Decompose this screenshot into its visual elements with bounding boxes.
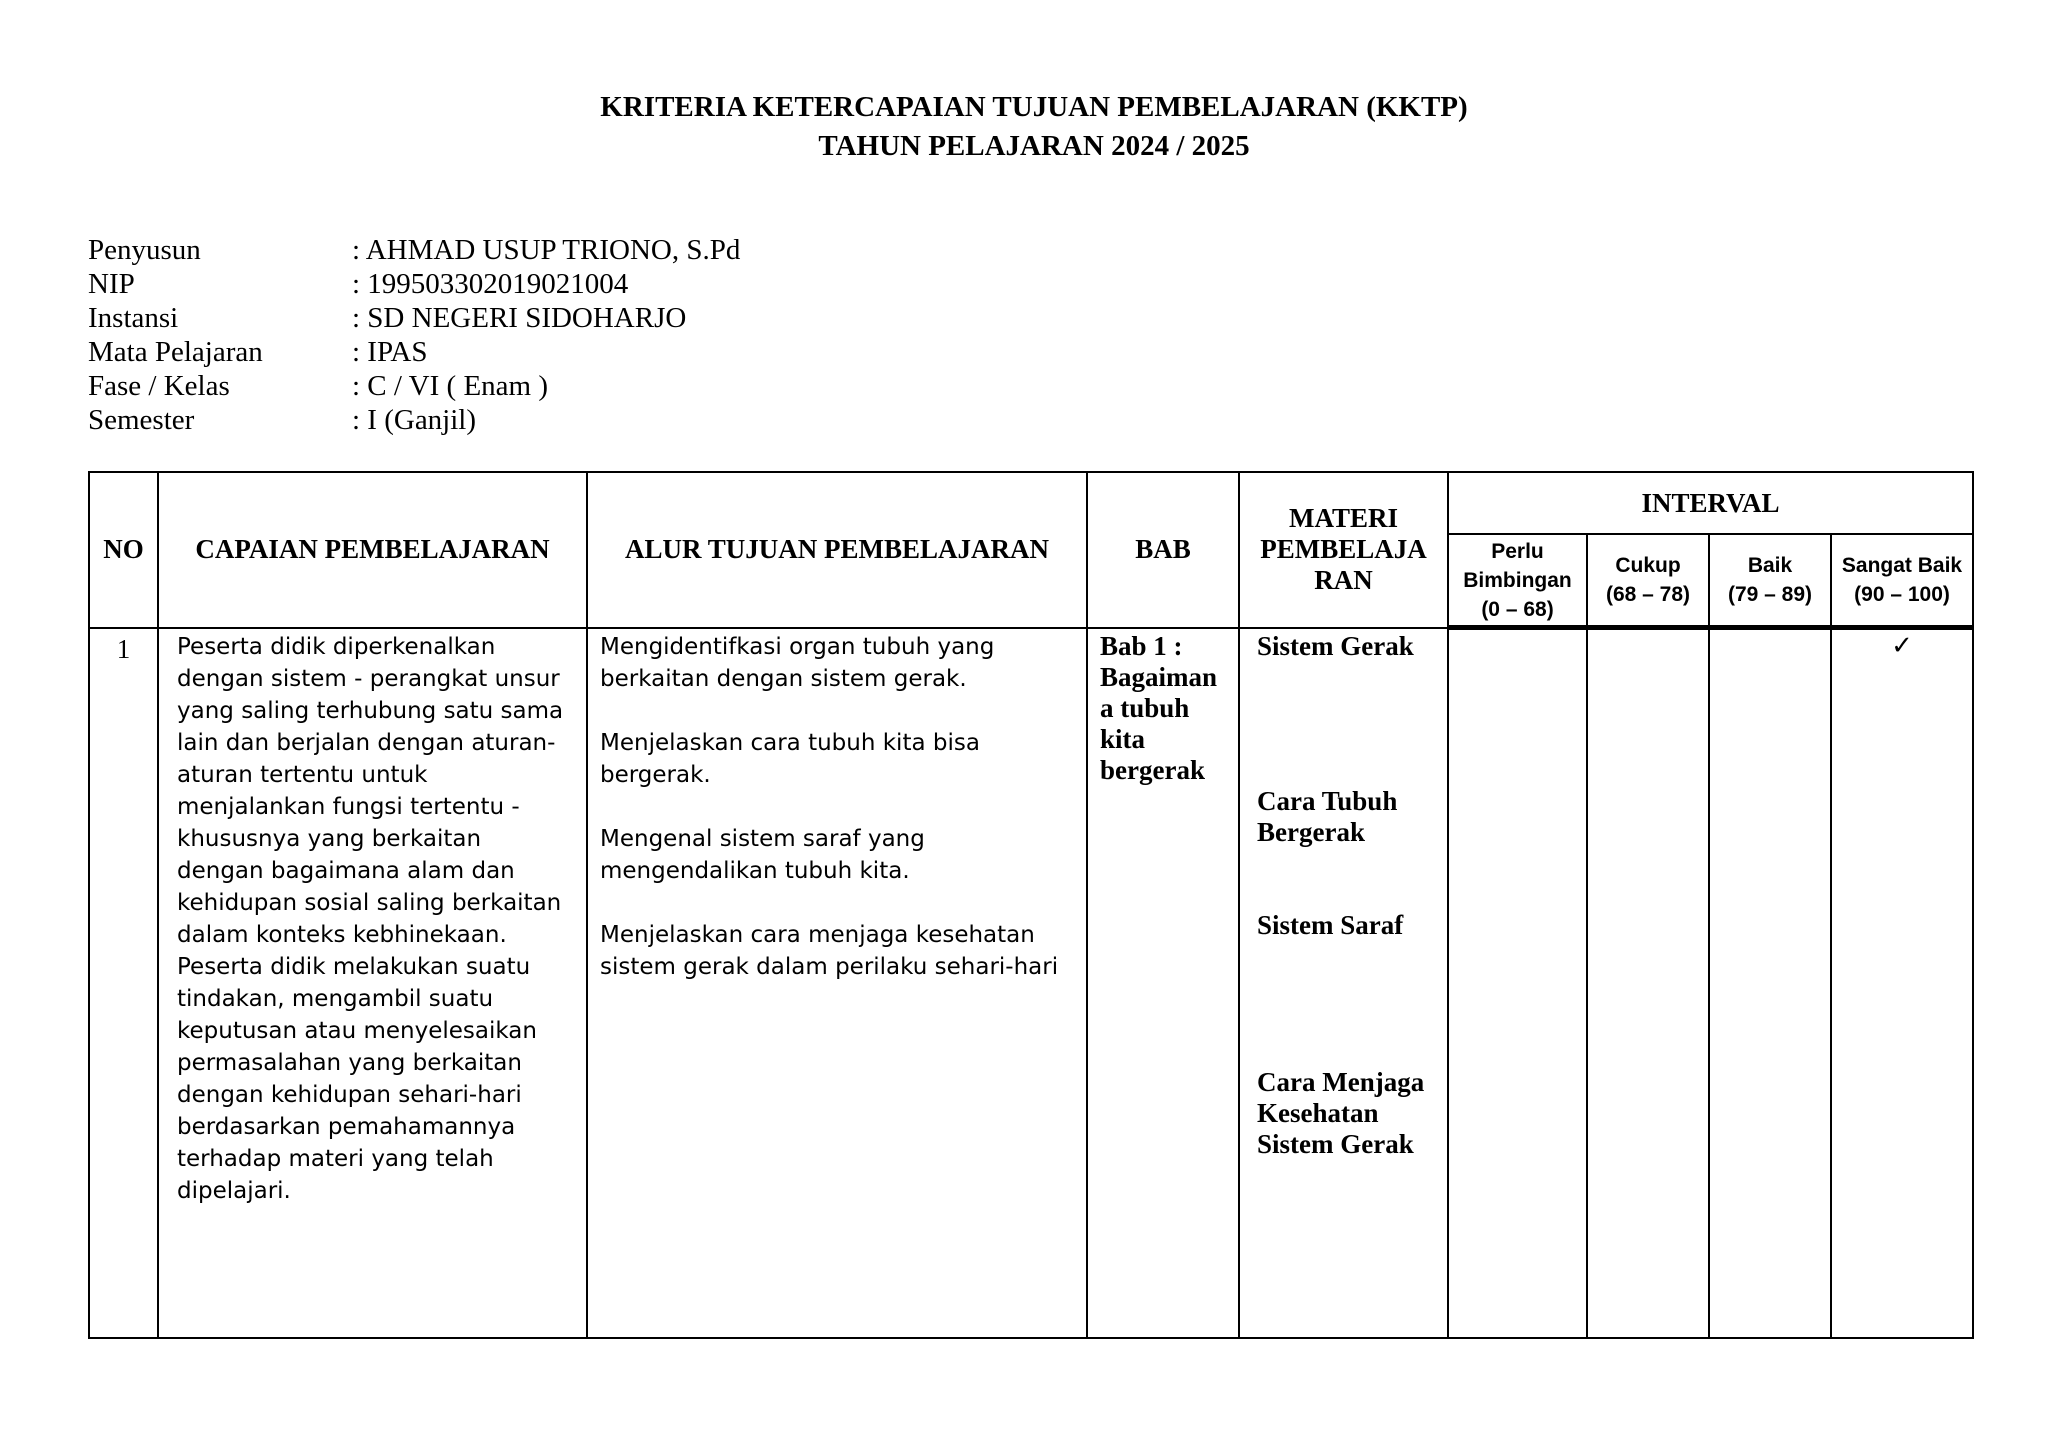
header-level-cukup — [1587, 534, 1709, 628]
header-alur: ALUR TUJUAN PEMBELAJARAN — [587, 472, 1087, 628]
alur-item: Mengenal sistem saraf yang mengendalikan tubuh kita. — [600, 825, 925, 884]
info-value: : IPAS — [352, 336, 428, 368]
cell-capaian: Peserta didik diperkenalkan dengan sistem - perangkat unsur yang saling terhubung satu sama lain dan berjalan dengan aturan-aturan tertentu untuk menjalankan fungsi tertentu - khususnya yang berkaitan dengan bagaimana alam dan kehidupan sosial saling berkaitan dalam konteks kebhinekaan. Peserta didik melakukan suatu tindakan, mengambil suatu keputusan atau menyelesaikan permasalahan yang berkaitan dengan kehidupan sehari-hari berdasarkan pemahamannya terhadap materi yang telah dipelajari. — [158, 628, 587, 1338]
alur-item: Menjelaskan cara tubuh kita bisa bergerak. — [600, 729, 980, 788]
header-capaian: CAPAIAN PEMBELAJARAN — [158, 472, 587, 628]
info-label: Mata Pelajaran — [88, 336, 263, 368]
alur-item: Mengidentifkasi organ tubuh yang berkaitan dengan sistem gerak. — [600, 633, 995, 692]
level-name: Perlu Bimbingan — [1463, 539, 1572, 592]
level-name: Baik — [1747, 554, 1793, 577]
table-header-row — [89, 472, 1973, 534]
info-label: Instansi — [88, 302, 179, 334]
level-range: (68 – 78) — [1605, 583, 1691, 606]
alur-item: Menjelaskan cara menjaga kesehatan sistem gerak dalam perilaku sehari-hari — [600, 921, 1059, 980]
materi-item: Sistem Gerak — [1257, 630, 1414, 661]
cell-materi — [1239, 628, 1448, 1338]
info-value: : SD NEGERI SIDOHARJO — [352, 302, 687, 334]
info-value: : AHMAD USUP TRIONO, S.Pd — [352, 234, 741, 266]
identity-block — [88, 233, 740, 437]
info-row-mata-pelajaran — [88, 335, 740, 369]
info-label: Penyusun — [88, 234, 201, 266]
info-label: NIP — [88, 268, 135, 300]
header-level-sangat-baik — [1831, 534, 1973, 628]
info-label: Semester — [88, 404, 195, 436]
header-level-baik — [1709, 534, 1831, 628]
info-row-fase-kelas — [88, 369, 740, 403]
info-row-instansi — [88, 301, 740, 335]
materi-item: Cara Menjaga Kesehatan Sistem Gerak — [1257, 1066, 1425, 1159]
info-value: : C / VI ( Enam ) — [352, 370, 548, 402]
level-range: (90 – 100) — [1854, 583, 1950, 606]
cell-no: 1 — [89, 628, 158, 1338]
level-name: Sangat Baik — [1841, 554, 1963, 577]
level-range: (79 – 89) — [1727, 583, 1813, 606]
info-row-nip — [88, 267, 740, 301]
title-line-1: KRITERIA KETERCAPAIAN TUJUAN PEMBELAJARAN (KKTP) — [600, 91, 1468, 123]
info-label: Fase / Kelas — [88, 370, 230, 402]
header-interval: INTERVAL — [1448, 472, 1973, 534]
cell-bab: Bab 1 : Bagaiman a tubuh kita bergerak — [1087, 628, 1239, 1338]
info-value: : 199503302019021004 — [352, 268, 629, 300]
header-no: NO — [89, 472, 158, 628]
title-line-2: TAHUN PELAJARAN 2024 / 2025 — [818, 130, 1250, 162]
header-level-perlu-bimbingan — [1448, 534, 1587, 628]
cell-baik — [1709, 628, 1831, 1338]
header-materi: MATERI PEMBELAJA RAN — [1239, 472, 1448, 628]
cell-cukup — [1587, 628, 1709, 1338]
cell-perlu-bimbingan — [1448, 628, 1587, 1338]
info-row-semester — [88, 403, 740, 437]
header-bab: BAB — [1087, 472, 1239, 628]
document-title — [0, 88, 2048, 166]
materi-item: Cara Tubuh Bergerak — [1257, 785, 1398, 847]
info-value: : I (Ganjil) — [352, 404, 477, 436]
level-range: (0 – 68) — [1481, 597, 1554, 621]
table-row — [89, 628, 1973, 1338]
cell-alur — [587, 628, 1087, 1338]
cell-sangat-baik-checkmark: ✓ — [1831, 628, 1973, 1338]
level-name: Cukup — [1615, 554, 1681, 577]
kktp-table — [88, 471, 1974, 1339]
materi-item: Sistem Saraf — [1257, 909, 1404, 940]
info-row-penyusun — [88, 233, 740, 267]
